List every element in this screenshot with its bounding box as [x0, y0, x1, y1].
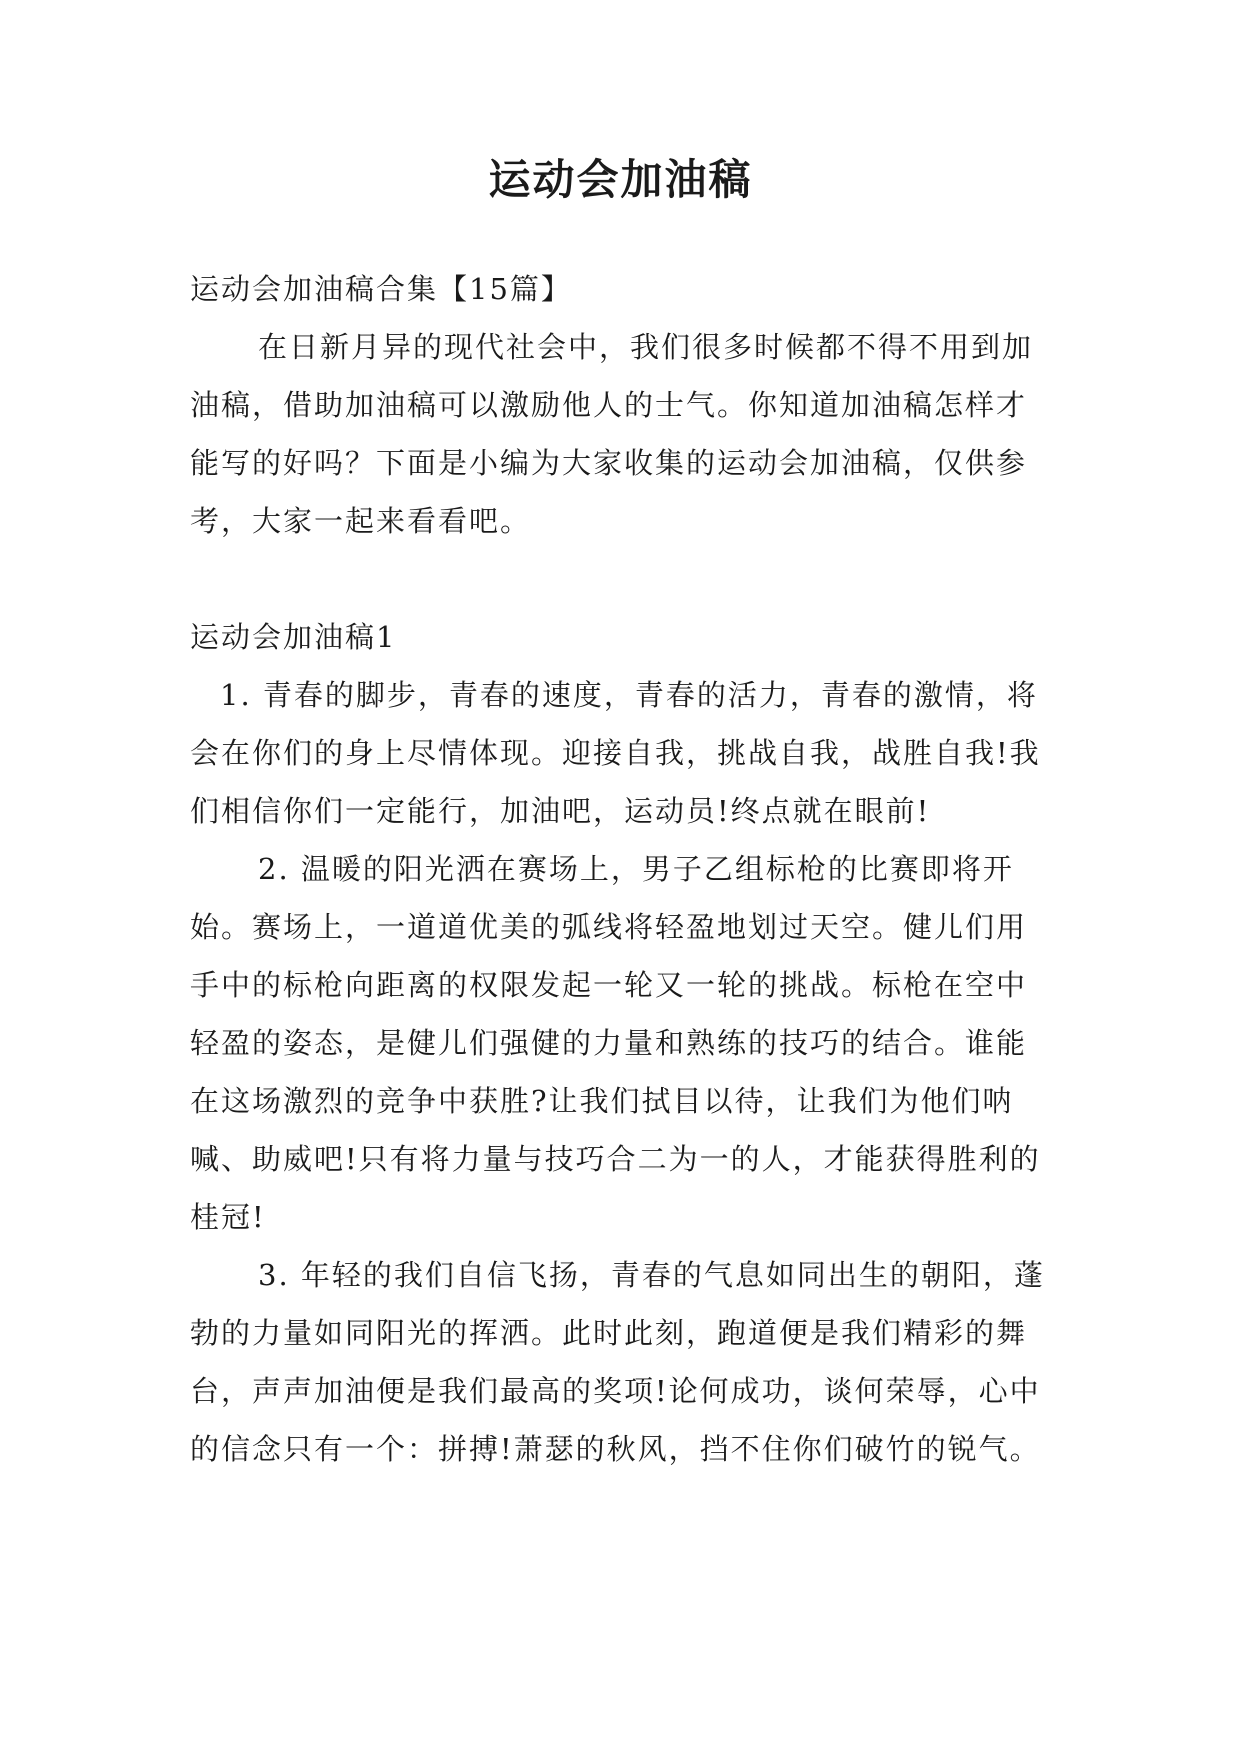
page-title: 运动会加油稿: [488, 155, 753, 204]
section-heading: 运动会加油稿1: [190, 620, 397, 654]
document-body: [190, 260, 1052, 1478]
section-spacer: [190, 550, 1052, 608]
cheer-item-1: 1. 青春的脚步，青春的速度，青春的活力，青春的激情，将会在你们的身上尽情体现。迎接自我，挑战自我，战胜自我!我们相信你们一定能行，加油吧，运动员!终点就在眼前!: [190, 678, 1041, 828]
intro-paragraph: 在日新月异的现代社会中，我们很多时候都不得不用到加油稿，借助加油稿可以激励他人的士气。你知道加油稿怎样才能写的好吗？下面是小编为大家收集的运动会加油稿，仅供参考，大家一起来看看吧。: [190, 330, 1034, 538]
collection-heading: 运动会加油稿合集【15篇】: [190, 272, 572, 306]
cheer-item-3: 3. 年轻的我们自信飞扬，青春的气息如同出生的朝阳，蓬勃的力量如同阳光的挥洒。此时此刻，跑道便是我们精彩的舞台，声声加油便是我们最高的奖项!论何成功，谈何荣辱，心中的信念只有一个：拼搏!萧瑟的秋风，挡不住你们破竹的锐气。: [190, 1258, 1045, 1466]
cheer-item-2: 2. 温暖的阳光洒在赛场上，男子乙组标枪的比赛即将开始。赛场上，一道道优美的弧线将轻盈地划过天空。健儿们用手中的标枪向距离的权限发起一轮又一轮的挑战。标枪在空中轻盈的姿态，是健儿们强健的力量和熟练的技巧的结合。谁能在这场激烈的竞争中获胜?让我们拭目以待，让我们为他们呐喊、助威吧!只有将力量与技巧合二为一的人，才能获得胜利的桂冠!: [190, 852, 1041, 1234]
